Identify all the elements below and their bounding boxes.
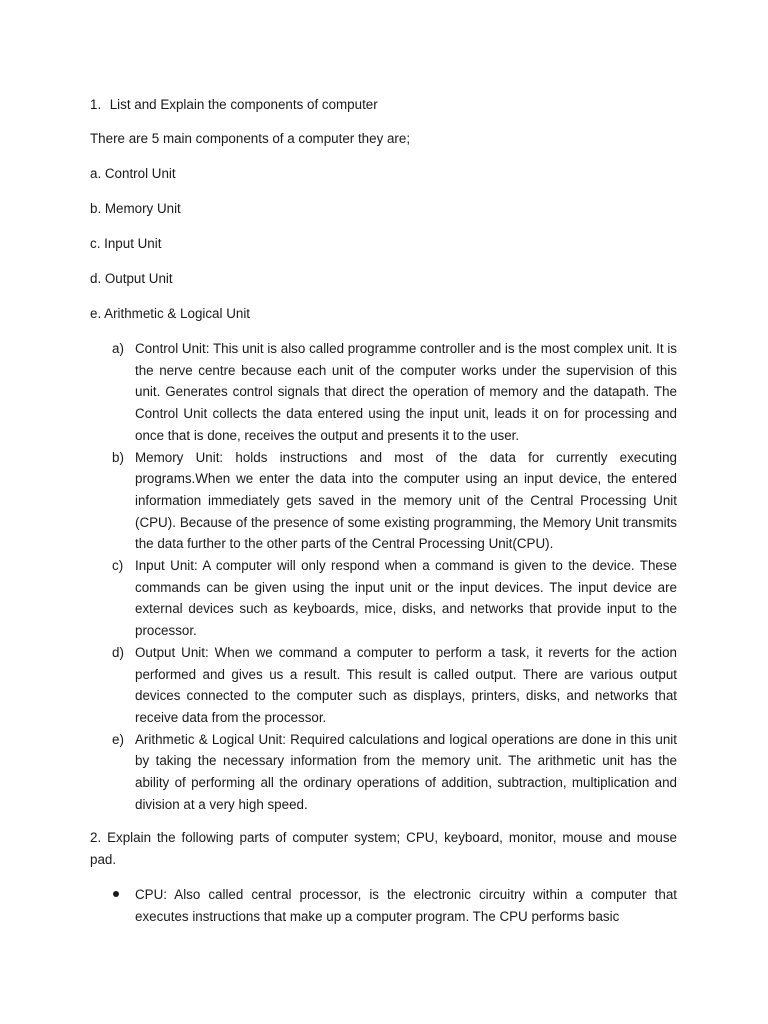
question-2-title: 2. Explain the following parts of computer system; CPU, keyboard, monitor, mouse and mouse pad. xyxy=(90,830,677,868)
list-marker: d) xyxy=(112,644,124,660)
bullet-text: CPU: Also called central processor, is the electronic circuitry within a computer that executes instructions that make up a computer program. The CPU performs basic xyxy=(135,887,677,925)
explanation-text: Input Unit: A computer will only respond when a command is given to the device. These commands can be given using the input unit or the input devices. The input device are external devices such as keyboards, mice, disks, and networks that provide input to the processor. xyxy=(135,558,677,639)
bullet-item xyxy=(90,884,677,928)
question-1-intro: There are 5 main components of a computer they are; xyxy=(90,131,411,146)
list-marker: b) xyxy=(112,449,124,465)
question-1-title: List and Explain the components of computer xyxy=(109,97,378,112)
list-marker: c) xyxy=(112,558,124,574)
question-2-bullet-list xyxy=(90,884,677,928)
component-item: b. Memory Unit xyxy=(90,201,181,216)
component-item: c. Input Unit xyxy=(90,236,162,251)
list-marker: e) xyxy=(112,731,124,747)
component-explanations-list xyxy=(90,338,677,815)
document-page xyxy=(90,94,677,928)
component-item: a. Control Unit xyxy=(90,166,176,181)
component-item: e. Arithmetic & Logical Unit xyxy=(90,306,251,321)
explanation-item xyxy=(90,729,677,816)
list-marker: a) xyxy=(112,341,124,356)
explanation-text: Control Unit: This unit is also called programme controller and is the most complex unit. It is the nerve centre because each unit of the computer works under the supervision of this unit. Generates control signals that direct the operation of memory and the datapath. The Control Unit collects the data entered using the input unit, leads it on for processing and once that is done, receives the output and presents it to the user. xyxy=(135,341,677,443)
explanation-item xyxy=(90,642,677,729)
explanation-text: Arithmetic & Logical Unit: Required calculations and logical operations are done in this unit by taking the necessary information from the memory unit. The arithmetic unit has the ability of performing all the ordinary operations of addition, subtraction, multiplication and division at a very high speed. xyxy=(135,731,677,812)
explanation-text: Output Unit: When we command a computer to perform a task, it reverts for the action performed and gives us a result. This result is called output. There are various output devices connected to the computer such as displays, printers, disks, and networks that receive data from the processor. xyxy=(135,644,677,725)
component-item: d. Output Unit xyxy=(90,271,173,286)
explanation-item xyxy=(90,338,677,447)
question-1-number: 1. xyxy=(90,97,102,112)
question-1-heading xyxy=(90,94,677,116)
explanation-text: Memory Unit: holds instructions and most of the data for currently executing programs.When we enter the data into the computer using an input device, the entered information immediately gets saved in the memory unit of the Central Processing Unit (CPU). Because of the presence of some existing programming, the Memory Unit transmits the data further to the other parts of the Central Processing Unit(CPU). xyxy=(135,449,677,552)
explanation-item xyxy=(90,555,677,642)
explanation-item xyxy=(90,447,677,556)
bullet-icon xyxy=(113,891,119,897)
